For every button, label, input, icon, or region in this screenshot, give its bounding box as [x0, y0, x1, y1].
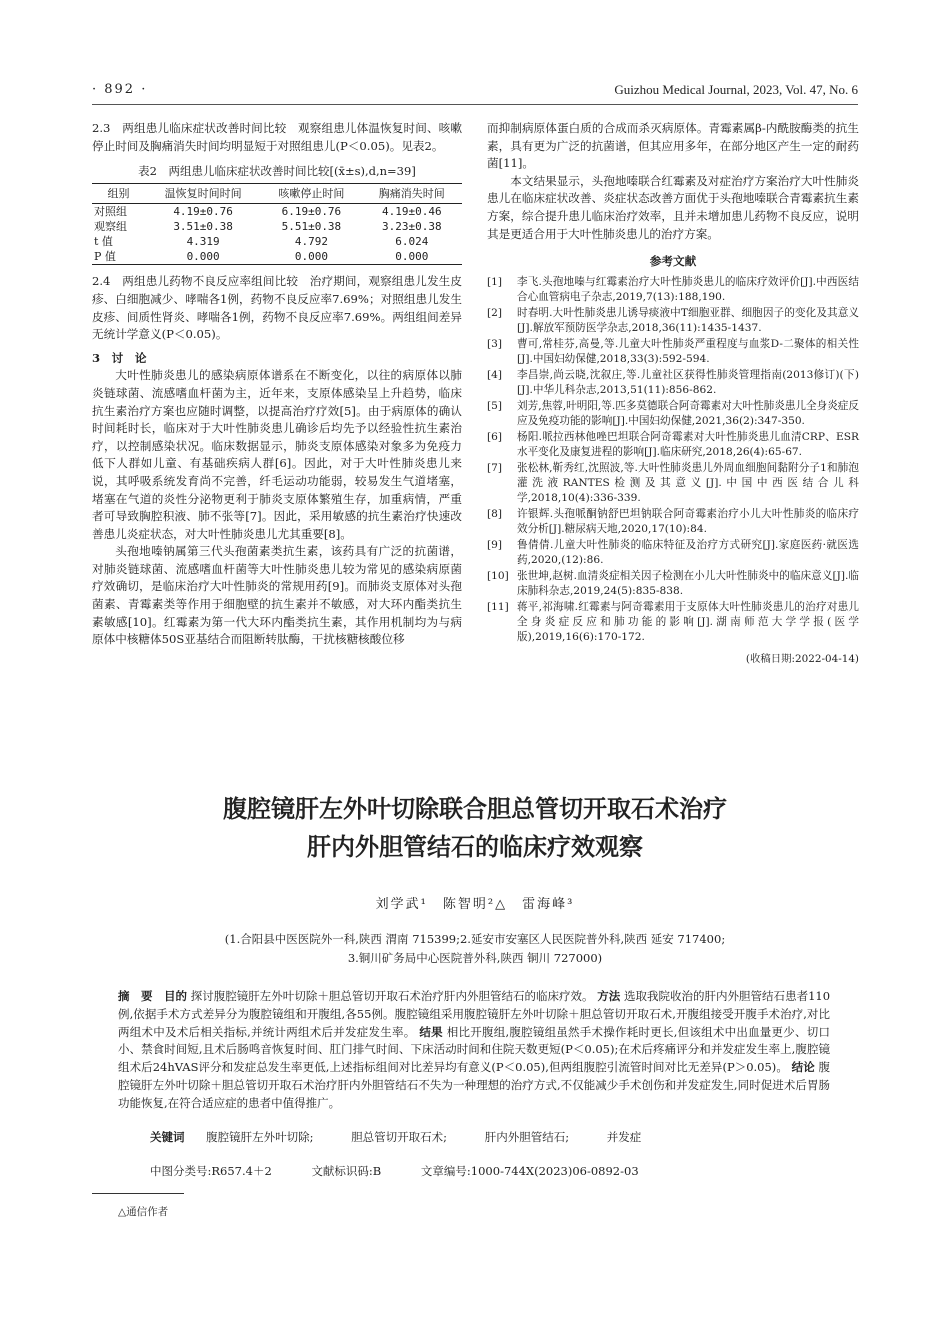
- reference-item: [9] 鲁倩倩.儿童大叶性肺炎的临床特征及治疗方式研究[J].家庭医药·就医选药,2020,(12):86.: [487, 538, 859, 566]
- affiliation-line: 3.铜川矿务局中心医院普外科,陕西 铜川 727000): [347, 951, 603, 965]
- table-cell: 3.51±0.38: [173, 220, 233, 234]
- table-row: [92, 249, 462, 265]
- table-header: 温恢复时间时间: [145, 183, 261, 204]
- table-cell: 0.000: [145, 249, 261, 265]
- discussion-paragraph: 大叶性肺炎患儿的感染病原体谱系在不断变化，以往的病原体以肺炎链球菌、流感嗜血杆菌为主，近年来，支原体感染呈上升趋势，临床抗生素治疗方案也应随时调整，以提高治疗疗效[5]。由于病原体的确认时间耗时长，临床对于大叶性肺炎患儿确诊后均先予以经验性抗生素治疗，以控制感染状况。临床数据显示，肺炎支原体感染对象多为免疫力低下人群如儿童、有基础疾病人群[6]。因此，对于大叶性肺炎患儿来说，其呼吸系统发育尚不完善，纤毛运动功能弱，较易发生气道堵塞，堵塞在气道的炎性分泌物更利于肺炎支原体繁殖生存，加重病情，严重者可导致胸腔积液、肺不张等[7]。因此，采用敏感的抗生素治疗快速改善患儿炎症状态，对大叶性肺炎患儿尤其重要[8]。: [92, 368, 462, 541]
- reference-item: [8] 许银辉.头孢哌酮钠舒巴坦钠联合阿奇霉素治疗小儿大叶性肺炎的临床疗效分析[J].糖尿病天地,2020,17(10):84.: [487, 507, 859, 535]
- running-header: [92, 82, 858, 105]
- table-header-row: [92, 183, 462, 204]
- discussion-paragraph: 而抑制病原体蛋白质的合成而杀灭病原体。青霉素属β-内酰胺酶类的抗生素，具有更为广泛的抗菌谱，但其应用多年，在部分地区产生一定的耐药菌[11]。: [487, 121, 859, 171]
- keywords-label: 关键词: [150, 1130, 185, 1144]
- abstract-method-label: 方法: [597, 989, 621, 1003]
- table-row: [92, 219, 462, 234]
- table-caption: 表2 两组患儿临床症状改善时间比较[(x̄±s),d,n=39]: [138, 164, 416, 179]
- table-cell: 0.000: [261, 249, 361, 265]
- reference-item: [2] 时春明.大叶性肺炎患儿诱导痰液中T细胞亚群、细胞因子的变化及其意义[J].解放军预防医学杂志,2018,36(11):1435-1437.: [487, 306, 859, 334]
- table-header: 组别: [92, 183, 145, 204]
- footnote: △通信作者: [118, 1206, 169, 1218]
- keyword: 并发症: [606, 1130, 642, 1144]
- table-cell: 6.024: [395, 235, 429, 249]
- table-row: [92, 234, 462, 249]
- table-cell: 对照组: [94, 205, 127, 219]
- table-cell: 4.319: [186, 235, 220, 249]
- reference-item: [1] 李飞.头孢地嗪与红霉素治疗大叶性肺炎患儿的临床疗效评价[J].中西医结合心血管病电子杂志,2019,7(13):188,190.: [487, 275, 859, 303]
- reference-item: [10] 张世坤,赵树.血清炎症相关因子检测在小儿大叶性肺炎中的临床意义[J].临床肺科杂志,2019,24(5):835-838.: [487, 569, 859, 597]
- reference-list: [487, 275, 859, 645]
- references-heading: 参考文献: [649, 254, 697, 269]
- author-list: 刘学武¹ 陈智明²△ 雷海峰³: [375, 897, 575, 912]
- table-cell: 4.792: [294, 235, 328, 249]
- article-number: 文章编号:1000-744X(2023)06-0892-03: [420, 1164, 639, 1178]
- reference-item: [4] 李昌崇,尚云晓,沈叙庄,等.儿童社区获得性肺炎管理指南(2013修订)(下)[J].中华儿科杂志,2013,51(11):856-862.: [487, 368, 859, 396]
- table-cell: 6.19±0.76: [281, 205, 342, 219]
- reference-item: [11] 蒋平,祁海啸.红霉素与阿奇霉素用于支原体大叶性肺炎患儿的治疗对患儿全身炎症反应和肺功能的影响[J].湖南师范大学学报(医学版),2019,16(6):170-172.: [487, 600, 859, 643]
- title-line: 腹腔镜肝左外叶切除联合胆总管切开取石术治疗: [223, 795, 727, 823]
- section-2-4: 2.4 两组患儿药物不良反应率组间比较 治疗期间，观察组患儿发生皮疹、白细胞减少、哮喘各1例，药物不良反应率7.69%；对照组患儿发生皮疹、间质性肾炎、哮喘各1例，药物不良反应率7.69%。两组组间差异无统计学意义(P＜0.05)。: [92, 274, 462, 342]
- table-header: 胸痛消失时间: [362, 183, 462, 204]
- table-cell: P 值: [92, 249, 145, 265]
- section-2-3: 2.3 两组患儿临床症状改善时间比较 观察组患儿体温恢复时间、咳嗽停止时间及胸痛消失时间均明显短于对照组患儿(P＜0.05)。见表2。: [92, 121, 462, 153]
- abstract-conclusion-label: 结论: [791, 1060, 815, 1075]
- right-column: [487, 120, 859, 668]
- classification-line: [150, 1163, 850, 1179]
- results-table: [92, 183, 462, 266]
- abstract-conclusion: 腹腔镜肝左外叶切除＋胆总管切开取石术治疗肝内外胆管结石不失为一种理想的治疗方式,不仅能减少手术创伤和并发症发生,同时促进术后胃肠功能恢复,在符合适应症的患者中值得推广。: [118, 1060, 831, 1110]
- table-cell: 0.000: [362, 249, 462, 265]
- reference-item: [6] 杨阳.哌拉西林他唑巴坦联合阿奇霉素对大叶性肺炎患儿血清CRP、ESR水平变化及康复进程的影响[J].临床研究,2018,26(4):65-67.: [487, 430, 859, 458]
- table-cell: 观察组: [94, 220, 127, 234]
- table-cell: 4.19±0.46: [381, 205, 442, 219]
- page-number: · 892 ·: [92, 82, 148, 97]
- affiliations: [92, 930, 858, 968]
- affiliation-line: (1.合阳县中医医院外一科,陕西 渭南 715399;2.延安市安塞区人民医院普外科,陕西 延安 717400;: [224, 932, 726, 946]
- table-cell: 5.51±0.38: [281, 220, 342, 234]
- keywords: [150, 1129, 830, 1145]
- title-line: 肝内外胆管结石的临床疗效观察: [307, 833, 643, 861]
- journal-name: Guizhou Medical Journal, 2023, Vol. 47, No. 6: [614, 82, 858, 97]
- reference-item: [7] 张松林,靳秀红,沈照波,等.大叶性肺炎患儿外周血细胞间黏附分子1和肺泡灌洗液RANTES检测及其意义[J].中国中西医结合儿科学,2018,10(4):336-339.: [487, 461, 859, 504]
- abstract-result: 相比开腹组,腹腔镜组虽然手术操作耗时更长,但该组术中出血量更少、切口小、禁食时间短,且术后肠鸣音恢复时间、肛门排气时间、下床活动时间和住院天数更短(P＜0.05);在术后疼痛评分和并发症发生率上,腹腔镜组术后24hVAS评分和发症总发生率更低,上述指标组间对比差异均有意义(P＜0.05),但两组腹腔引流管时间对比无差异(P＞0.05)。: [118, 1024, 831, 1075]
- abstract: [118, 988, 830, 1113]
- table-header: 咳嗽停止时间: [261, 183, 361, 204]
- table-cell: 3.23±0.38: [381, 220, 442, 234]
- table-cell: t 值: [94, 235, 113, 249]
- abstract-result-label: 结果: [419, 1024, 443, 1039]
- footnote-divider: [92, 1193, 184, 1194]
- keyword: 腹腔镜肝左外叶切除;: [206, 1130, 314, 1144]
- received-date: (收稿日期:2022-04-14): [745, 652, 859, 665]
- left-column: [92, 120, 462, 649]
- section-heading-discussion: 3 讨 论: [92, 350, 147, 365]
- table-row: [92, 204, 462, 220]
- abstract-label: 摘 要 目的: [118, 989, 188, 1003]
- reference-item: [5] 刘芳,焦蓉,叶明阳,等.匹多莫德联合阿奇霉素对大叶性肺炎患儿全身炎症反应及免疫功能的影响[J].中国妇幼保健,2021,36(2):347-350.: [487, 399, 859, 427]
- discussion-paragraph: 头孢地嗪钠属第三代头孢菌素类抗生素，该药具有广泛的抗菌谱，对肺炎链球菌、流感嗜血杆菌等大叶性肺炎患儿较为常见的感染病原菌疗效确切，是临床治疗大叶性肺炎的常规用药[9]。而肺炎支原体对头孢菌素、青霉素类等作用于细胞壁的抗生素并不敏感，对大环内酯类抗生素敏感[10]。红霉素为第一代大环内酯类抗生素，其作用机制均为与病原体中核糖体50S亚基结合而阻断转肽酶，干扰核糖核酸位移: [92, 544, 462, 647]
- document-code: 文献标识码:B: [311, 1164, 382, 1178]
- reference-item: [3] 曹可,常桂芬,高曼,等.儿童大叶性肺炎严重程度与血浆D-二聚体的相关性[J].中国妇幼保健,2018,33(3):592-594.: [487, 337, 859, 365]
- table-cell: 4.19±0.76: [173, 205, 233, 219]
- abstract-method: 选取我院收治的肝内外胆管结石患者110例,依据手术方式差异分为腹腔镜组和开腹组,各55例。腹腔镜组采用腹腔镜肝左外叶切除＋胆总管切开取石术,开腹组接受开腹手术治疗,对比两组术中及术后相关指标,并统计两组术后并发症发生率。: [118, 989, 831, 1039]
- abstract-aim: 探讨腹腔镜肝左外叶切除＋胆总管切开取石术治疗肝内外胆管结石的临床疗效。: [190, 989, 594, 1003]
- article-title: [92, 790, 858, 866]
- keyword: 肝内外胆管结石;: [484, 1130, 570, 1144]
- keyword: 胆总管切开取石术;: [351, 1130, 448, 1144]
- clc-number: 中图分类号:R657.4＋2: [150, 1164, 272, 1178]
- discussion-paragraph: 本文结果显示，头孢地嗪联合红霉素及对症治疗方案治疗大叶性肺炎患儿在临床症状改善、炎症状态改善方面优于头孢地嗪联合青霉素抗生素方案，综合提升患儿临床治疗效率，且并未增加患儿药物不良反应，说明其是更适合用于大叶性肺炎患儿的治疗方案。: [487, 173, 859, 241]
